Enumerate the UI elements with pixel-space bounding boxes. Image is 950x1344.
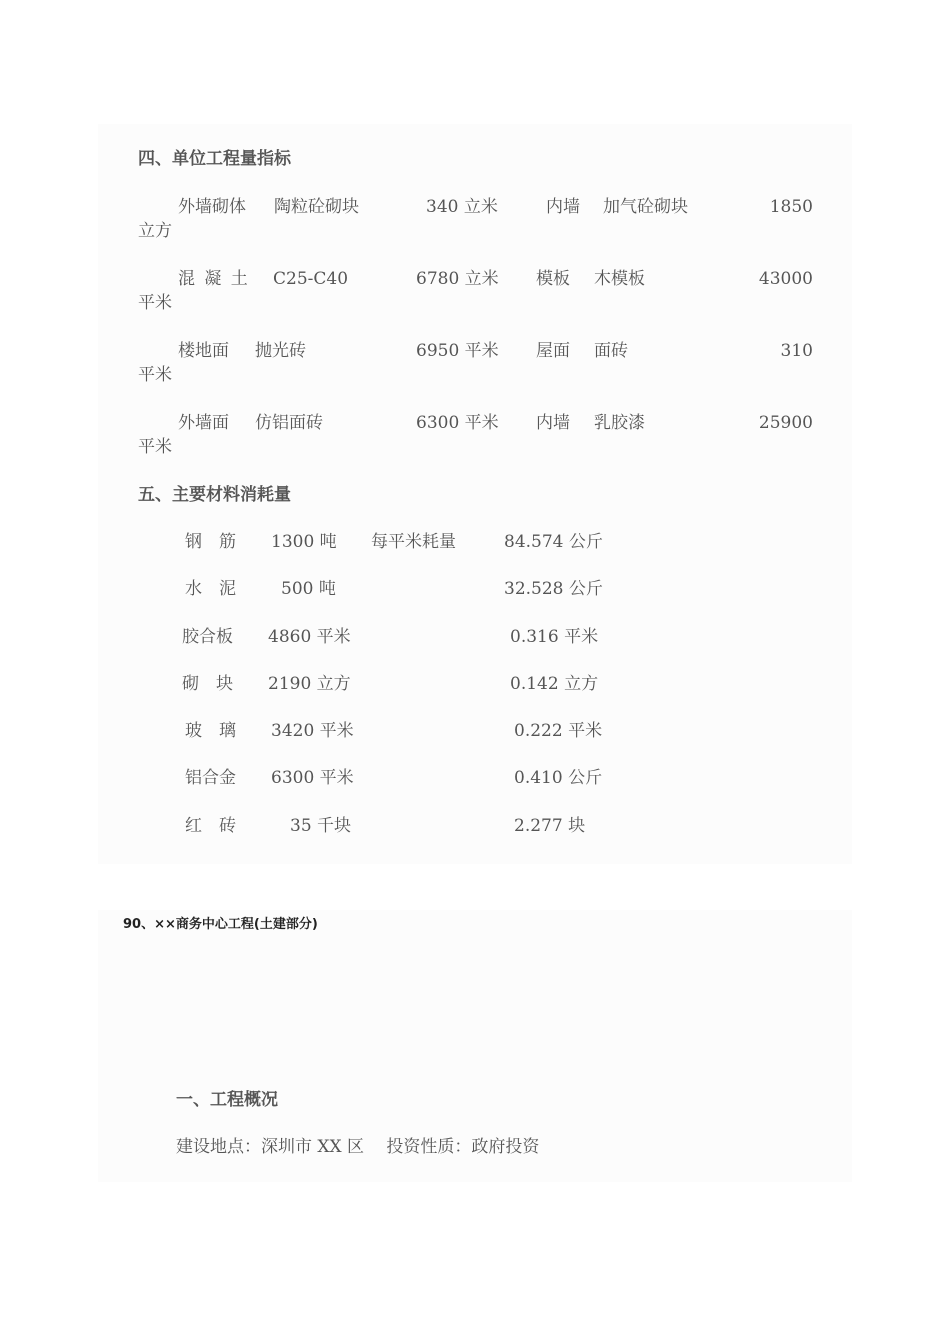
quantity-value: 1850 (769, 197, 813, 217)
section-heading-unit-quantity: 四、单位工程量指标 (138, 149, 291, 169)
material-name: 水 泥 (185, 579, 236, 599)
quantity-item-label: 模板 (536, 269, 570, 289)
material-quantity: 4860 平米 (268, 627, 351, 647)
quantity-unit: 平米 (138, 437, 172, 457)
quantity-value: 6950 平米 (416, 341, 499, 361)
material-name: 胶合板 (182, 627, 233, 647)
project-caption: 90、××商务中心工程(土建部分) (123, 917, 318, 932)
section-heading-overview: 一、工程概况 (176, 1090, 278, 1110)
material-per-sqm: 84.574 公斤 (504, 532, 603, 552)
quantity-item-label: 屋面 (536, 341, 570, 361)
material-quantity: 500 吨 (281, 579, 336, 599)
quantity-item-label: 内墙 (546, 197, 580, 217)
material-name: 红 砖 (185, 816, 236, 836)
material-per-sqm: 0.142 立方 (510, 674, 599, 694)
material-quantity: 35 千块 (290, 816, 352, 836)
quantity-value: 310 (780, 341, 813, 361)
material-per-sqm: 2.277 块 (514, 816, 586, 836)
per-sqm-label: 每平米耗量 (371, 532, 456, 552)
quantity-item-label: 外墙面 (178, 413, 229, 433)
quantity-item-label: 外墙砌体 (178, 197, 246, 217)
quantity-material: 陶粒砼砌块 (274, 197, 359, 217)
material-name: 钢 筋 (185, 532, 236, 552)
quantity-value: 340 立米 (426, 197, 498, 217)
quantity-material: 木模板 (594, 269, 645, 289)
quantity-value: 25900 (758, 413, 813, 433)
material-name: 砌 块 (182, 674, 233, 694)
quantity-unit: 立方 (138, 221, 172, 241)
material-name: 铝合金 (185, 768, 236, 788)
material-quantity: 6300 平米 (271, 768, 354, 788)
quantity-material: C25-C40 (273, 269, 349, 289)
quantity-unit: 平米 (138, 365, 172, 385)
material-quantity: 3420 平米 (271, 721, 354, 741)
material-quantity: 1300 吨 (271, 532, 337, 552)
quantity-item-label: 内墙 (536, 413, 570, 433)
material-per-sqm: 0.316 平米 (510, 627, 599, 647)
section-heading-material-consumption: 五、主要材料消耗量 (138, 485, 291, 505)
quantity-value: 6780 立米 (416, 269, 499, 289)
quantity-material: 乳胶漆 (594, 413, 645, 433)
quantity-item-label: 楼地面 (178, 341, 229, 361)
quantity-unit: 平米 (138, 293, 172, 313)
material-name: 玻 璃 (185, 721, 236, 741)
quantity-item-label: 混 凝 土 (178, 269, 248, 289)
location-line: 建设地点：深圳市 XX 区 投资性质：政府投资 (176, 1137, 540, 1157)
quantity-material: 仿铝面砖 (255, 413, 323, 433)
quantity-material: 抛光砖 (255, 341, 306, 361)
quantity-material: 加气砼砌块 (603, 197, 688, 217)
material-per-sqm: 32.528 公斤 (504, 579, 603, 599)
material-per-sqm: 0.222 平米 (514, 721, 603, 741)
quantity-material: 面砖 (594, 341, 628, 361)
quantity-value: 6300 平米 (416, 413, 499, 433)
material-quantity: 2190 立方 (268, 674, 351, 694)
quantity-value: 43000 (758, 269, 813, 289)
material-per-sqm: 0.410 公斤 (514, 768, 603, 788)
